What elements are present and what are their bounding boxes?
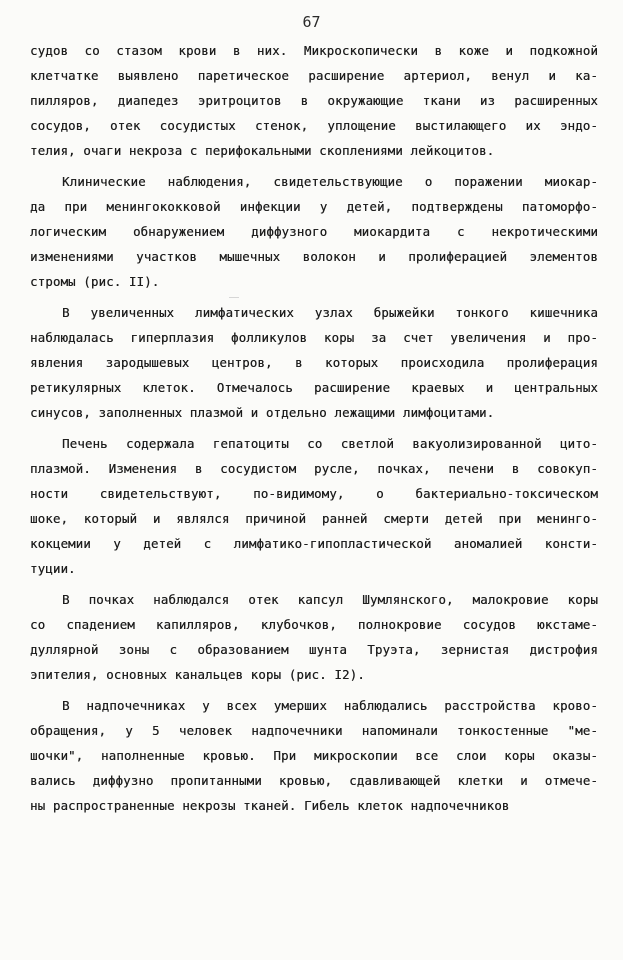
paragraph bbox=[30, 169, 598, 294]
text-line: судов со стазом крови в них. Микроскопически в коже и подкожной bbox=[30, 43, 598, 58]
page-number: 67 bbox=[302, 13, 321, 31]
paragraph bbox=[30, 431, 598, 581]
text-line: дуллярной зоны с образованием шунта Труэта, зернистая дистрофия bbox=[30, 642, 598, 657]
text-line: ности свидетельствуют, по-видимому, о бактериально-токсическом bbox=[30, 486, 598, 501]
text-line: телия, очаги некроза с перифокальными скоплениями лейкоцитов. bbox=[30, 143, 495, 158]
text-line: клетчатке выявлено паретическое расширение артериол, венул и ка- bbox=[30, 68, 598, 83]
text-line: изменениями участков мышечных волокон и пролиферацией элементов bbox=[30, 249, 598, 264]
text-line: сосудов, отек сосудистых стенок, уплощение выстилающего их эндо- bbox=[30, 118, 598, 133]
text-line: вались диффузно пропитанными кровью, сдавливающей клетки и отмече- bbox=[30, 773, 598, 788]
text-line: логическим обнаружением диффузного миокардита с некротическими bbox=[30, 224, 598, 239]
paragraph bbox=[30, 38, 598, 163]
text-line: туции. bbox=[30, 561, 76, 576]
text-line: В почках наблюдался отек капсул Шумлянского, малокровие коры bbox=[62, 592, 598, 607]
paragraph bbox=[30, 587, 598, 687]
text-line: ретикулярных клеток. Отмечалось расширение краевых и центральных bbox=[30, 380, 598, 395]
text-line: Клинические наблюдения, свидетельствующие о поражении миокар- bbox=[62, 174, 598, 189]
text-line: наблюдалась гиперплазия фолликулов коры за счет увеличения и про- bbox=[30, 330, 598, 345]
paragraph bbox=[30, 693, 598, 818]
text-line: Печень содержала гепатоциты со светлой вакуолизированной цито- bbox=[62, 436, 598, 451]
text-line: В увеличенных лимфатических узлах брыжейки тонкого кишечника bbox=[62, 305, 598, 320]
text-line: ны распространенные некрозы тканей. Гибель клеток надпочечников bbox=[30, 798, 510, 813]
text-line: синусов, заполненных плазмой и отдельно лежащими лимфоцитами. bbox=[30, 405, 495, 420]
text-line: со спадением капилляров, клубочков, полнокровие сосудов юкстаме- bbox=[30, 617, 598, 632]
text-line: явления зародышевых центров, в которых происходила пролиферация bbox=[30, 355, 598, 370]
paragraph bbox=[30, 300, 598, 425]
text-line: В надпочечниках у всех умерших наблюдались расстройства крово- bbox=[62, 698, 598, 713]
text-line: кокцемии у детей с лимфатико-гипопластической аномалией консти- bbox=[30, 536, 598, 551]
text-line: обращения, у 5 человек надпочечники напоминали тонкостенные "ме- bbox=[30, 723, 598, 738]
text-line: да при менингококковой инфекции у детей, подтверждены патоморфо- bbox=[30, 199, 598, 214]
text-line: стромы (рис. II). bbox=[30, 274, 160, 289]
text-line: эпителия, основных канальцев коры (рис. I2). bbox=[30, 667, 365, 682]
text-line: плазмой. Изменения в сосудистом русле, почках, печени в совокуп- bbox=[30, 461, 598, 476]
body-text bbox=[30, 38, 598, 818]
text-line: шочки", наполненные кровью. При микроскопии все слои коры оказы- bbox=[30, 748, 598, 763]
text-line: шоке, который и являлся причиной ранней смерти детей при менинго- bbox=[30, 511, 598, 526]
text-line: пилляров, диапедез эритроцитов в окружающие ткани из расширенных bbox=[30, 93, 598, 108]
